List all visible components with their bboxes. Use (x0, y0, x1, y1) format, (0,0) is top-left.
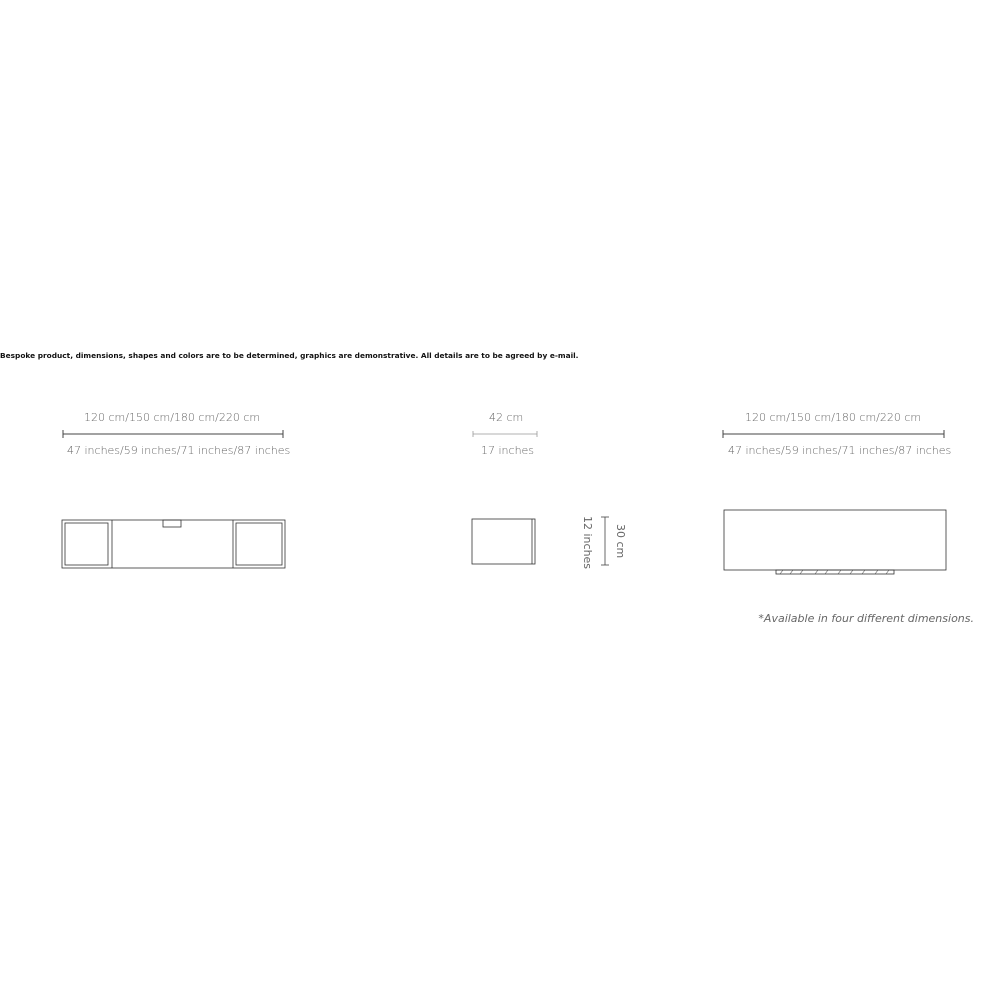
side-dimension-line (473, 431, 537, 437)
front-view-cabinet (62, 520, 285, 568)
front-width-in: 47 inches/59 inches/71 inches/87 inches (67, 444, 291, 457)
front-dimension-line (63, 430, 283, 438)
top-dimension-line (723, 430, 944, 438)
side-view-cabinet (472, 519, 535, 564)
top-width-in: 47 inches/59 inches/71 inches/87 inches (728, 444, 952, 457)
top-view-hatching (780, 570, 889, 574)
top-width-cm: 120 cm/150 cm/180 cm/220 cm (745, 411, 922, 424)
side-height-cm: 30 cm (614, 524, 627, 559)
front-width-cm: 120 cm/150 cm/180 cm/220 cm (84, 411, 261, 424)
disclaimer-text: Bespoke product, dimensions, shapes and colors are to be determined, graphics are demonstrative. All details are to be agreed by e-mail. (0, 351, 579, 360)
top-view-cabinet (724, 510, 946, 574)
height-dimension-line (601, 517, 609, 565)
side-depth-in: 17 inches (481, 444, 535, 457)
availability-note: *Available in four different dimensions. (758, 612, 974, 625)
side-height-in: 12 inches (581, 516, 594, 570)
side-depth-cm: 42 cm (489, 411, 524, 424)
